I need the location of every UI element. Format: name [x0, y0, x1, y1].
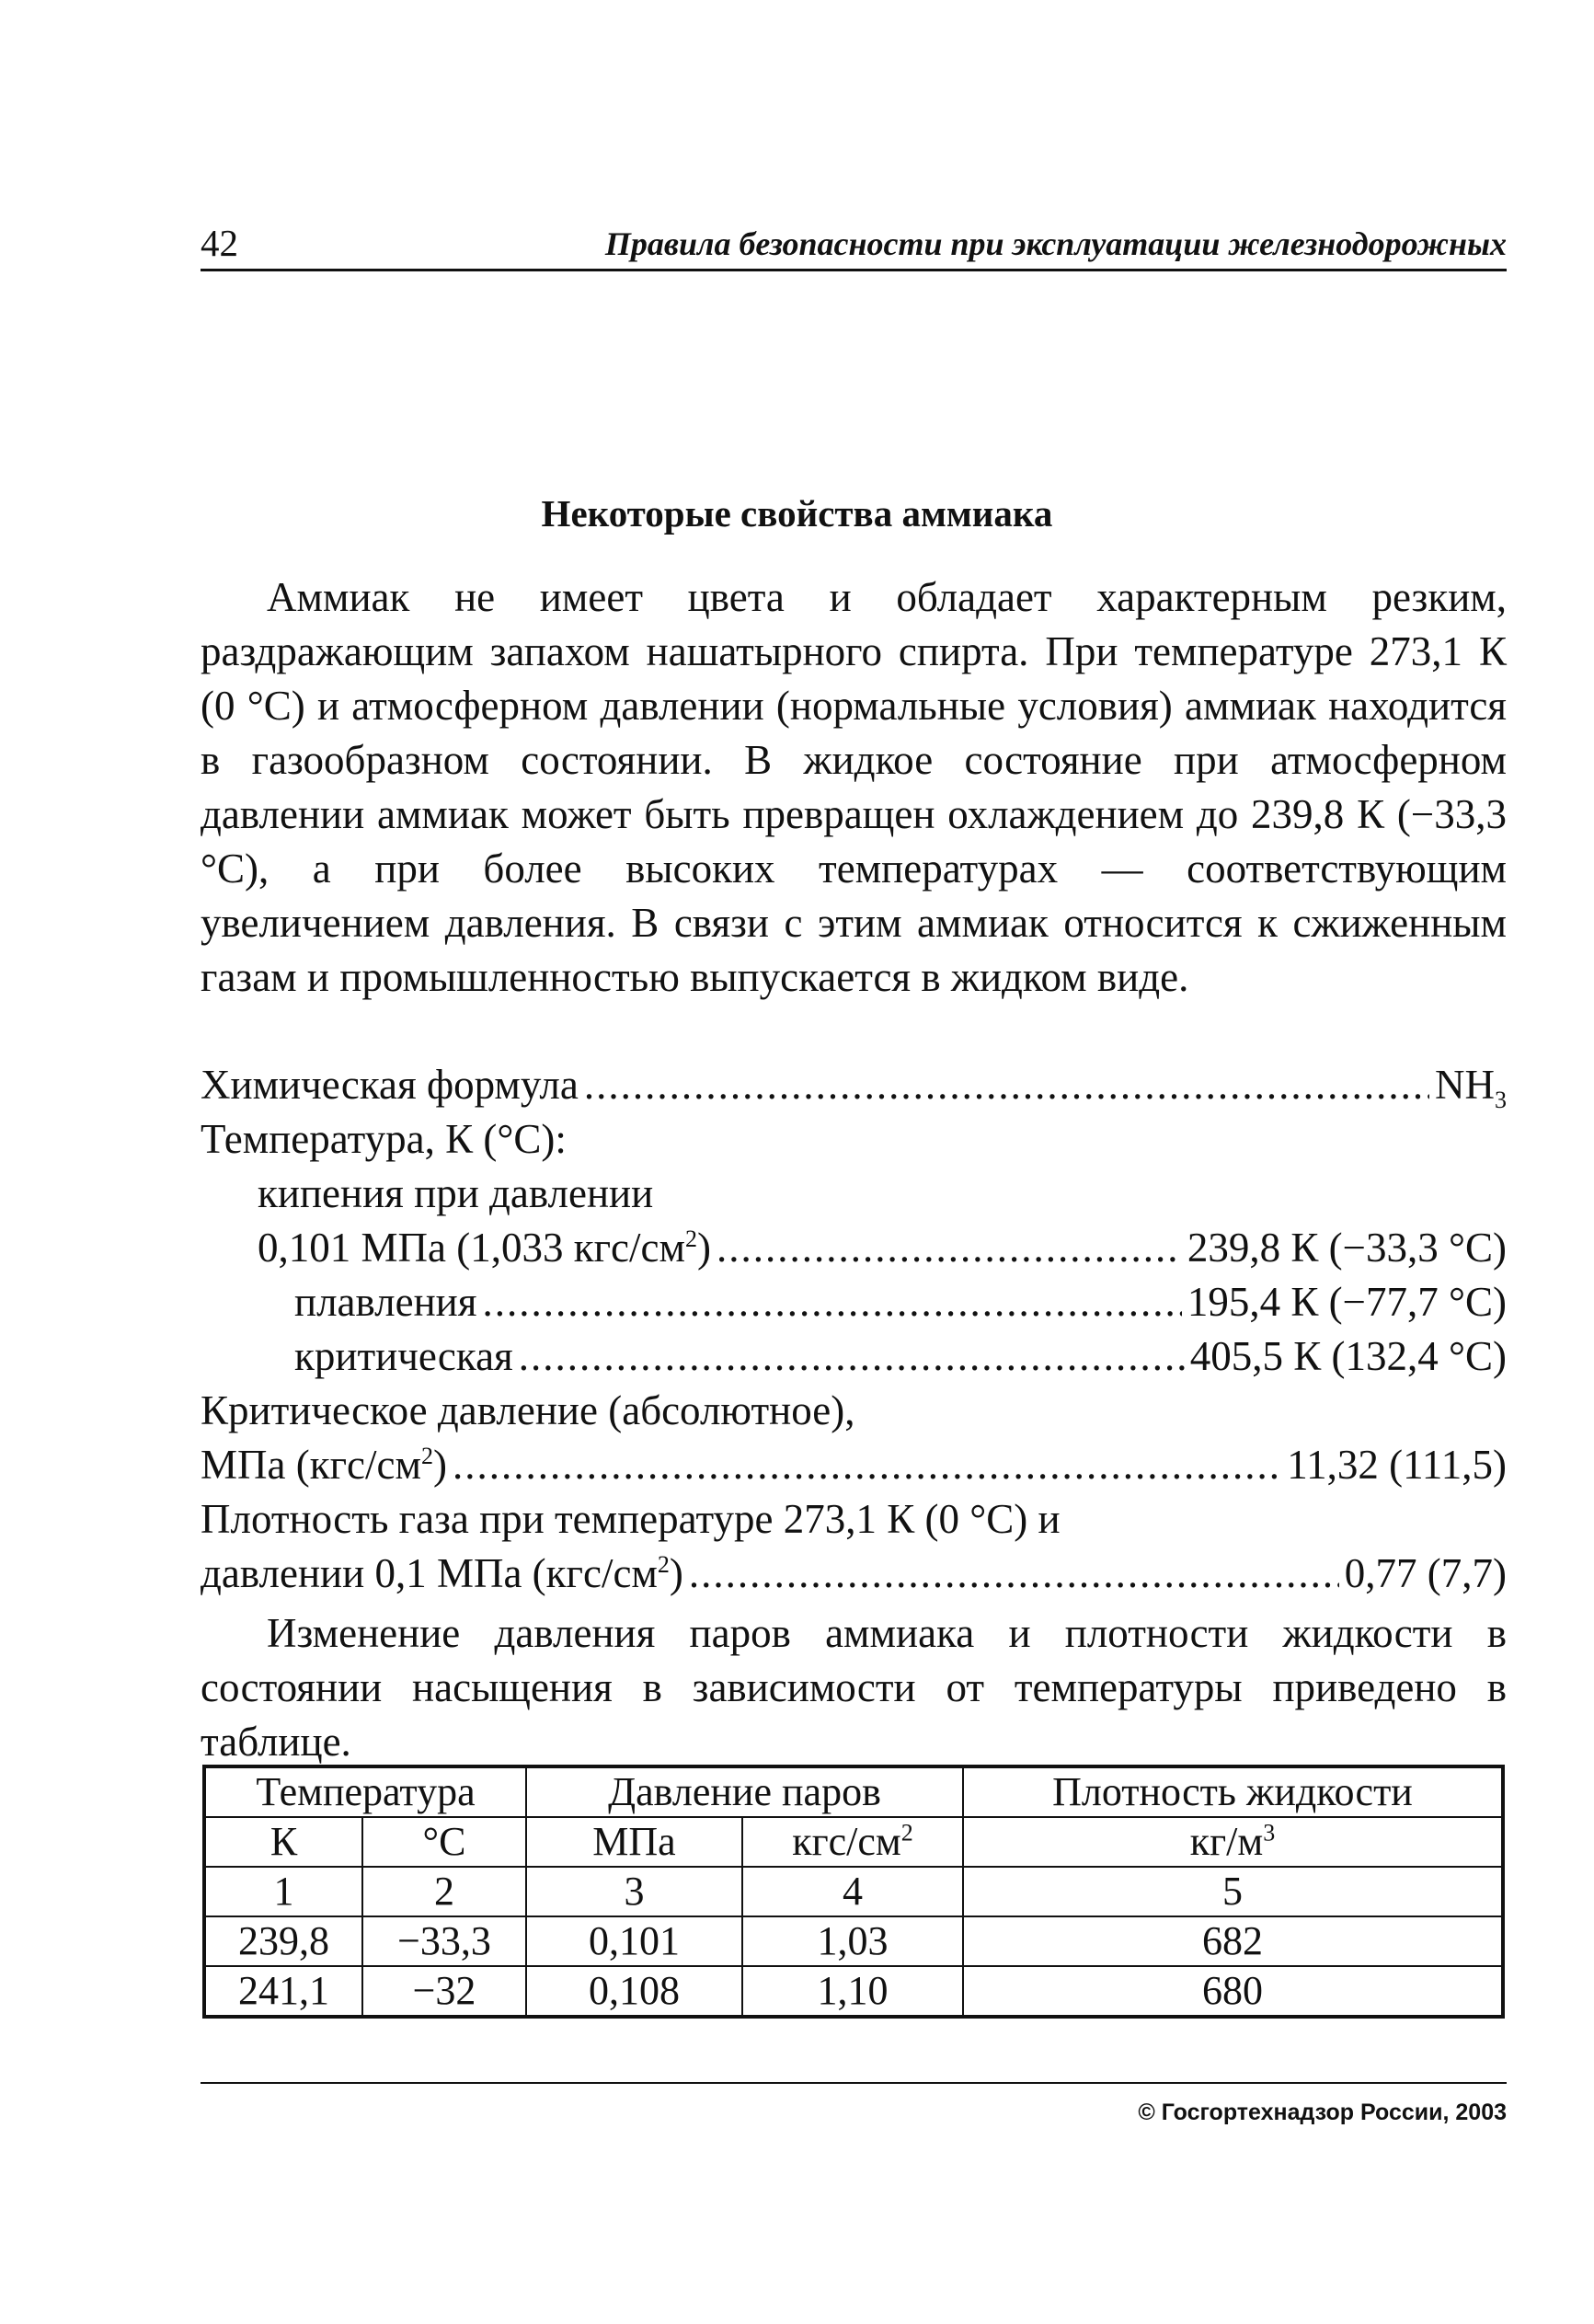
table-cell: 3 [526, 1867, 742, 1916]
table-intro-paragraph [201, 1606, 1507, 1769]
table-cell: 5 [963, 1867, 1503, 1916]
table-cell: 1 [204, 1867, 362, 1916]
leader-dots [717, 1221, 1182, 1275]
leader-dots [584, 1058, 1429, 1112]
table-cell: 0,101 [526, 1916, 742, 1966]
table-cell: 241,1 [204, 1966, 362, 2017]
table-cell: 682 [963, 1916, 1503, 1966]
table-header-cell: Плотность жидкости [963, 1766, 1503, 1817]
table-cell: 239,8 [204, 1916, 362, 1966]
footer-divider [201, 2082, 1507, 2084]
property-heading: Критическое давление (абсолютное), [201, 1387, 855, 1433]
page-header [201, 217, 1507, 271]
property-row-melting [201, 1275, 1507, 1329]
table-header-cell: Температура [204, 1766, 526, 1817]
leader-dots [689, 1547, 1339, 1601]
copyright-notice: © Госгортехнадзор России, 2003 [1138, 2100, 1507, 2125]
property-label: плавления [294, 1279, 477, 1325]
table-cell: 680 [963, 1966, 1503, 2017]
table-cell: 0,108 [526, 1966, 742, 2017]
running-title: Правила безопасности при эксплуатации железнодорожных [604, 225, 1507, 262]
property-heading-critical-pressure [201, 1384, 1507, 1438]
property-value: 405,5 К (132,4 °С) [1189, 1333, 1507, 1379]
property-row-critical [201, 1329, 1507, 1384]
property-heading: Плотность газа при температуре 273,1 К (0 °С) и [201, 1496, 1061, 1542]
property-heading-temperature [201, 1112, 1507, 1167]
property-row-critical-pressure [201, 1438, 1507, 1492]
intro-paragraph-text: Аммиак не имеет цвета и обладает характерным резким, раздражающим запахом нашатырного спирта. При температуре 273,1 К (0 °С) и атмосферном давлении (нормальные условия) аммиак находится в газообразном состоянии. В жидкое состояние при атмосферном давлении аммиак может быть превращен охлаждением до 239,8 К (−33,3 °С), а при более высоких температурах — соответствующим увеличением давления. В связи с этим аммиак относится к сжиженным газам и промышленностью выпускается в жидком виде. [201, 574, 1507, 1000]
properties-list [201, 1058, 1507, 1601]
property-row-density [201, 1547, 1507, 1601]
table-row [204, 1916, 1503, 1966]
property-value: 195,4 К (−77,7 °С) [1187, 1279, 1507, 1325]
table-header-cell: $кг/м^3$ [963, 1817, 1503, 1867]
table-header-cell: МПа [526, 1817, 742, 1867]
leader-dots [453, 1438, 1281, 1492]
property-heading: Температура, К (°С): [201, 1116, 567, 1162]
table-header-cell: °С [362, 1817, 526, 1867]
property-label: давлении 0,1 МПа $(кгс/см^2)$ [201, 1550, 683, 1596]
table-numbering-row [204, 1867, 1503, 1916]
page-number: 42 [201, 222, 238, 264]
table-unit-header-row [204, 1817, 1503, 1867]
table-header-cell: Давление паров [526, 1766, 963, 1817]
property-value: $NH_3$ [1435, 1062, 1507, 1113]
intro-paragraph [201, 570, 1507, 1005]
property-label: критическая [294, 1333, 513, 1379]
table-cell: −32 [362, 1966, 526, 2017]
property-heading-density [201, 1492, 1507, 1547]
table-intro-text: Изменение давления паров аммиака и плотности жидкости в состоянии насыщения в зависимости от температуры приведено в таблице. [201, 1610, 1507, 1765]
property-label: кипения при давлении [258, 1170, 654, 1216]
table-group-header-row [204, 1766, 1503, 1817]
property-value: 11,32 (111,5) [1287, 1442, 1507, 1488]
property-row-boiling [201, 1221, 1507, 1275]
section-title: Некоторые свойства аммиака [541, 492, 1053, 535]
property-label: Химическая формула [201, 1062, 579, 1108]
table-header-cell: кгс/$см^2$ [742, 1817, 963, 1867]
property-subheading-boiling [201, 1167, 1507, 1221]
table-cell: 4 [742, 1867, 963, 1916]
property-label: МПа $(кгс/см^2)$ [201, 1442, 447, 1488]
table-header-cell: К [204, 1817, 362, 1867]
ammonia-table [202, 1765, 1505, 2019]
property-row-formula [201, 1058, 1507, 1112]
leader-dots [519, 1329, 1185, 1384]
table-row [204, 1966, 1503, 2017]
table-cell: −33,3 [362, 1916, 526, 1966]
table-cell: 2 [362, 1867, 526, 1916]
table-cell: 1,10 [742, 1966, 963, 2017]
property-value: 239,8 К (−33,3 °С) [1187, 1225, 1507, 1271]
leader-dots [482, 1275, 1181, 1329]
property-value: 0,77 (7,7) [1344, 1550, 1507, 1596]
table-cell: 1,03 [742, 1916, 963, 1966]
property-label: 0,101 МПа (1,033 кгс/$см^2$) [258, 1225, 711, 1271]
